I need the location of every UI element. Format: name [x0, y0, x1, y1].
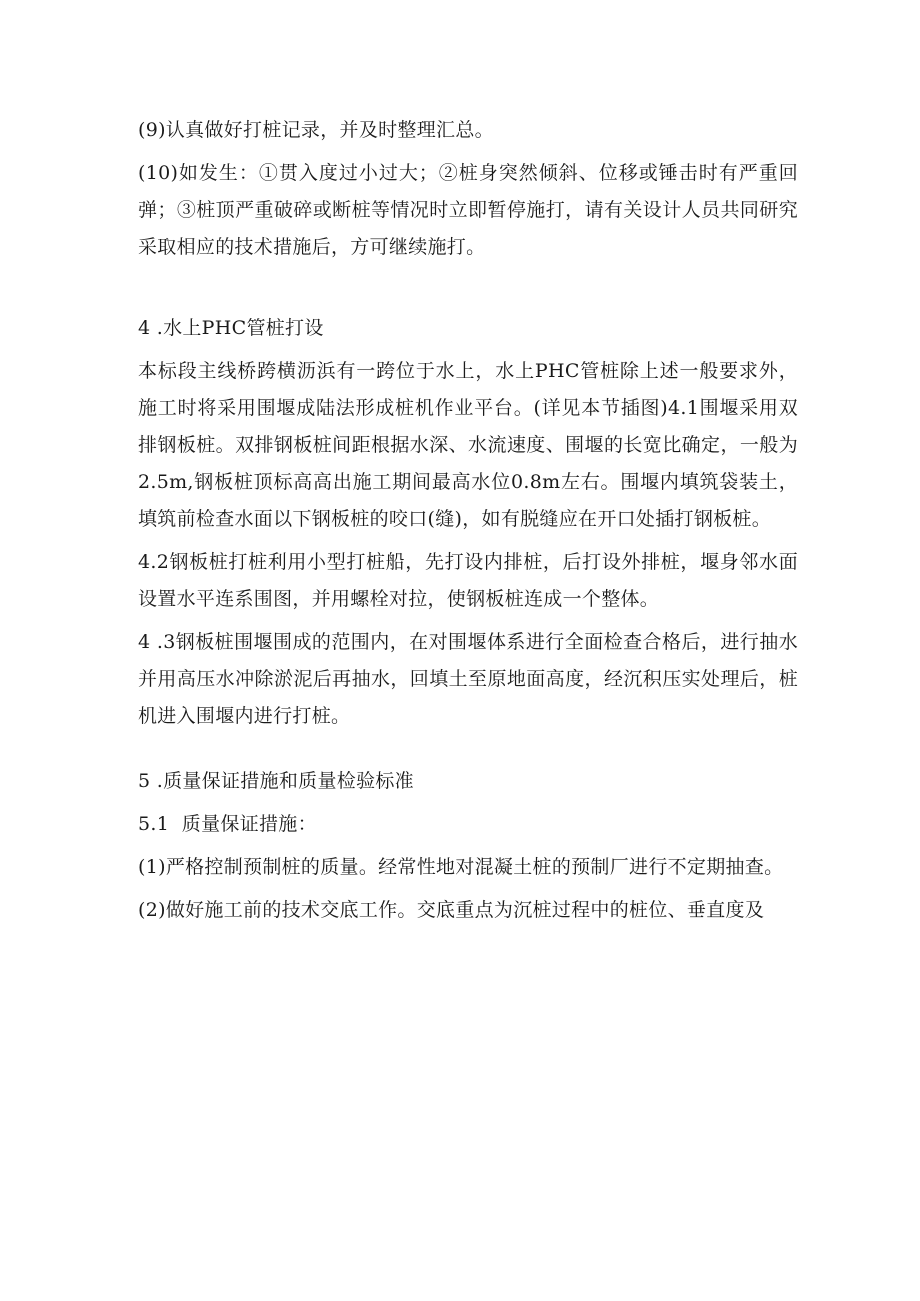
paragraph-record-keeping: (9)认真做好打桩记录，并及时整理汇总。 [138, 119, 494, 141]
document-body [138, 112, 798, 935]
section-heading-5: 5 .质量保证措施和质量检验标准 [138, 770, 414, 792]
subsection-heading-5-1: 5.1 质量保证措施： [138, 813, 317, 835]
paragraph-4-2: 4.2钢板桩打桩利用小型打桩船，先打设内排桩，后打设外排桩，堰身邻水面设置水平连系围图，并用螺栓对拉，使钢板桩连成一个整体。 [138, 551, 798, 610]
paragraph-quality-1: (1)严格控制预制桩的质量。经常性地对混凝土桩的预制厂进行不定期抽查。 [138, 856, 784, 878]
paragraph-cofferdam: 本标段主线桥跨横沥浜有一跨位于水上，水上PHC管桩除上述一般要求外，施工时将采用围堰成陆法形成桩机作业平台。(详见本节插图)4.1围堰采用双排钢板桩。双排钢板桩间距根据水深、水流速度、围堰的长宽比确定，一般为2.5m,钢板桩顶标高高出施工期间最高水位0.8m左右。围堰内填筑袋装土，填筑前检查水面以下钢板桩的咬口(缝)，如有脱缝应在开口处插打钢板桩。 [138, 360, 798, 530]
section-heading-4: 4 .水上PHC管桩打设 [138, 317, 324, 339]
paragraph-4-3: 4 .3钢板桩围堰围成的范围内，在对围堰体系进行全面检查合格后，进行抽水并用高压水冲除淤泥后再抽水，回填土至原地面高度，经沉积压实处理后，桩机进入围堰内进行打桩。 [138, 631, 798, 727]
paragraph-quality-2: (2)做好施工前的技术交底工作。交底重点为沉桩过程中的桩位、垂直度及 [138, 899, 765, 921]
paragraph-stop-conditions: (10)如发生：①贯入度过小过大；②桩身突然倾斜、位移或锤击时有严重回弹；③桩顶严重破碎或断桩等情况时立即暂停施打，请有关设计人员共同研究采取相应的技术措施后，方可继续施打。 [138, 162, 798, 258]
